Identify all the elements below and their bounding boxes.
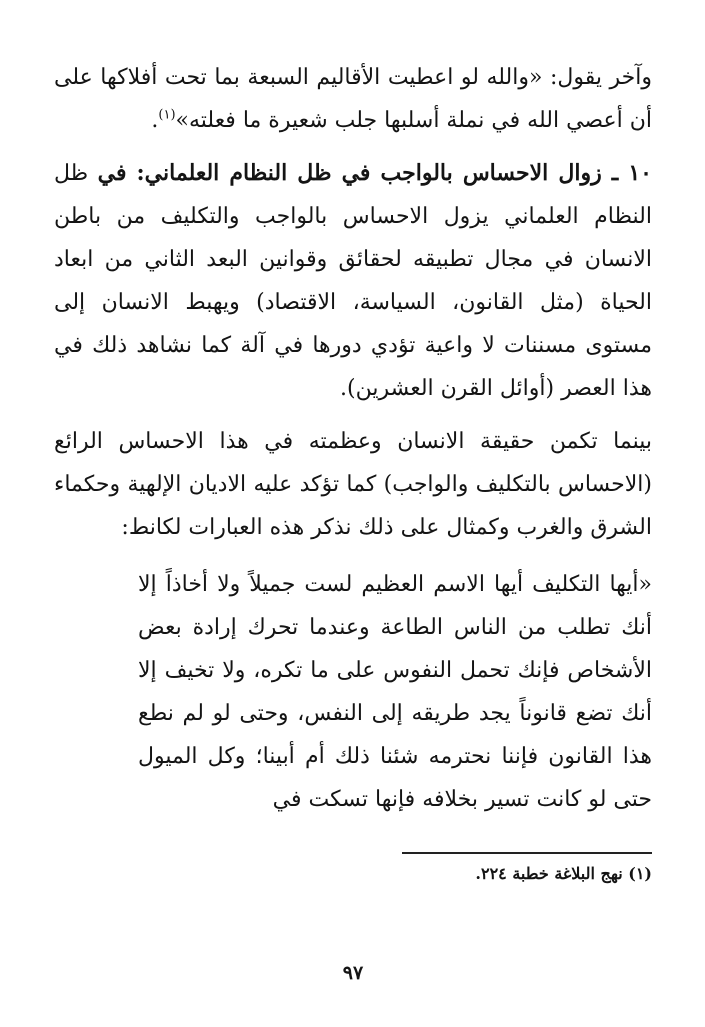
paragraph-3 <box>54 420 652 549</box>
paragraph-2 <box>54 152 652 410</box>
paragraph-1 <box>54 56 652 142</box>
footnote: (١) نهج البلاغة خطبة ٢٢٤. <box>475 864 652 883</box>
paragraph-2-text: ظل النظام العلماني يزول الاحساس بالواجب والتكليف من باطن الانسان في مجال تطبيقه لحقائق وقوانين البعد الثاني من ابعاد الحياة (مثل القانون، السياسة، الاقتصاد) ويهبط الانسان إلى مستوى مسننات لا واعية تؤدي دورها في آلة كما نشاهد ذلك في هذا العصر (أوائل القرن العشرين). <box>54 161 652 401</box>
footnote-reference: (١) <box>158 107 176 123</box>
section-heading: ١٠ ـ زوال الاحساس بالواجب في ظل النظام العلماني: في <box>97 160 652 186</box>
kant-quote: «أيها التكليف أيها الاسم العظيم لست جميلاً ولا أخاذاً إلا أنك تطلب من الناس الطاعة وعندما تحرك إرادة بعض الأشخاص فإنك تحمل النفوس على ما تكره، ولا تخيف إلا أنك تضع قانوناً يجد طريقه إلى النفس، وحتى لو لم نطع هذا القانون فإننا نحترمه شئنا ذلك أم أبينا؛ وكل الميول حتى لو كانت تسير بخلافه فإنها تسكت في <box>138 572 653 812</box>
paragraph-1-text: وآخر يقول: «والله لو اعطيت الأقاليم السبعة بما تحت أفلاكها على أن أعصي الله في نملة أسلبها جلب شعيرة ما فعلته» <box>54 65 652 133</box>
page-body <box>54 56 652 1016</box>
footnote-separator <box>402 852 652 854</box>
paragraph-1-end: . <box>151 108 159 133</box>
page-number: ٩٧ <box>342 962 364 984</box>
paragraph-3-text: بينما تكمن حقيقة الانسان وعظمته في هذا الاحساس الرائع (الاحساس بالتكليف والواجب) كما تؤكد عليه الاديان الإلهية وحكماء الشرق والغرب وكمثال على ذلك نذكر هذه العبارات لكانط: <box>54 429 652 540</box>
